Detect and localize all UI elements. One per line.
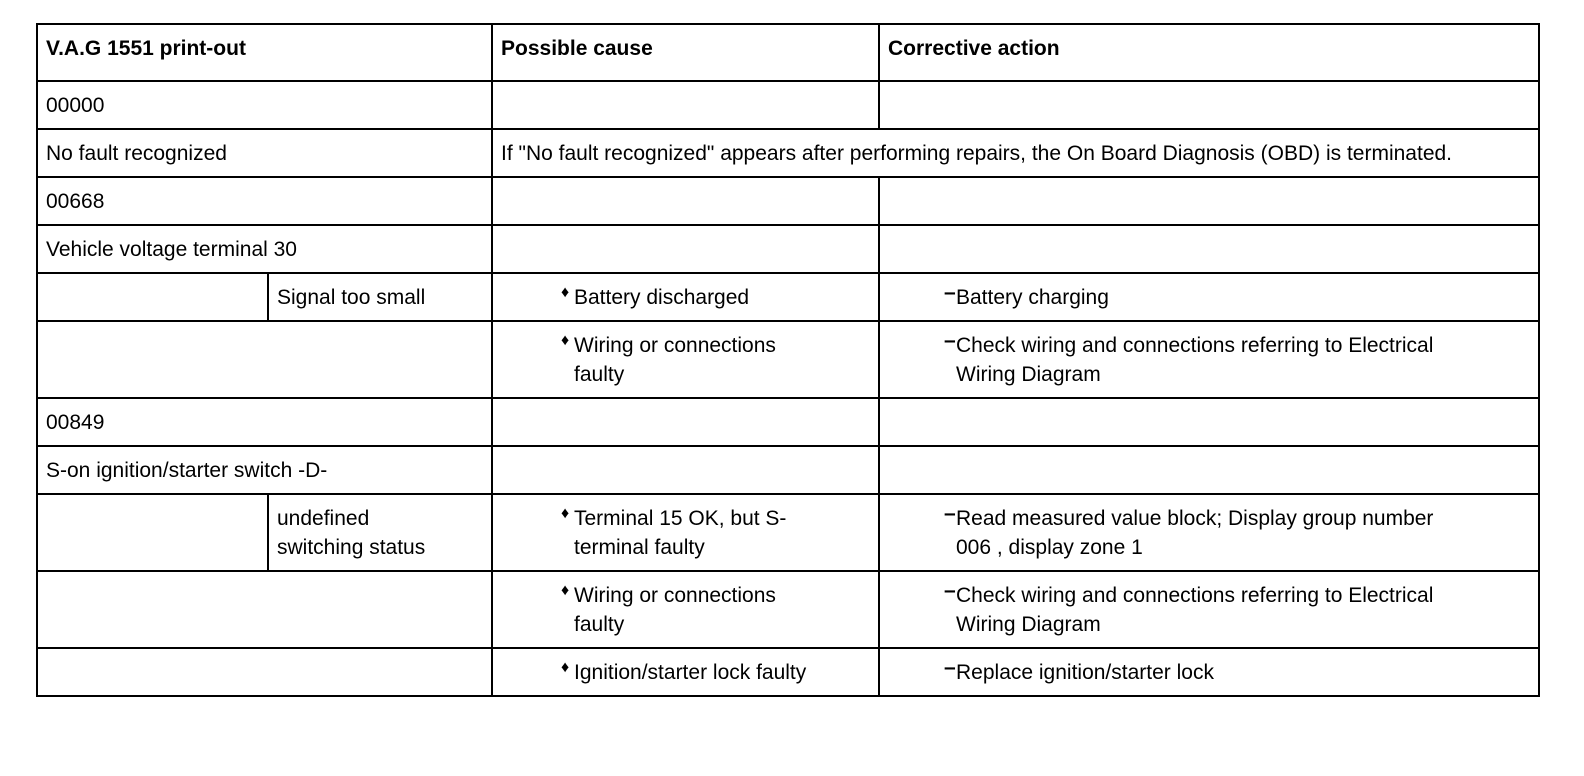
empty-cell [879, 177, 1539, 225]
empty-cell [879, 446, 1539, 494]
no-fault-note: If "No fault recognized" appears after performing repairs, the On Board Diagnosis (OBD) is terminated. [492, 129, 1539, 177]
empty-cell [492, 81, 879, 129]
action-text: Replace ignition/starter lock [956, 661, 1214, 684]
empty-cell [492, 225, 879, 273]
cause-text: Battery discharged [574, 286, 750, 309]
action-cell [879, 571, 1539, 648]
cause-text: Ignition/starter lock faulty [574, 661, 807, 684]
empty-cell [879, 81, 1539, 129]
action-text: Battery charging [956, 286, 1109, 309]
fault-label: S-on ignition/starter switch -D- [37, 446, 492, 494]
table-row [37, 273, 1539, 321]
table-row [37, 571, 1539, 648]
cause-text: Wiring or connections faulty [574, 584, 776, 636]
cause-cell [492, 273, 879, 321]
cause-cell [492, 571, 879, 648]
header-printout: V.A.G 1551 print-out [37, 24, 492, 81]
bullet-icon: ♦ [561, 284, 570, 301]
fault-label: Vehicle voltage terminal 30 [37, 225, 492, 273]
table-row [37, 81, 1539, 129]
empty-cell [492, 398, 879, 446]
empty-cell [879, 225, 1539, 273]
empty-cell [492, 177, 879, 225]
table-row [37, 398, 1539, 446]
empty-cell [37, 494, 268, 571]
header-possible-cause: Possible cause [492, 24, 879, 81]
empty-cell [37, 648, 492, 696]
table-row [37, 177, 1539, 225]
dash-icon: – [944, 329, 956, 352]
action-text: Read measured value block; Display group number 006 , display zone 1 [956, 507, 1434, 559]
cause-text: Wiring or connections faulty [574, 334, 776, 386]
fault-code: 00849 [37, 398, 492, 446]
dash-icon: – [944, 502, 956, 525]
cause-text: Terminal 15 OK, but S-terminal faulty [574, 507, 787, 559]
empty-cell [492, 446, 879, 494]
bullet-icon: ♦ [561, 505, 570, 522]
cause-cell [492, 494, 879, 571]
fault-status: undefined switching status [268, 494, 492, 571]
empty-cell [37, 571, 492, 648]
action-cell [879, 321, 1539, 398]
table-row [37, 129, 1539, 177]
action-cell [879, 273, 1539, 321]
table-row [37, 446, 1539, 494]
action-cell [879, 648, 1539, 696]
empty-cell [37, 321, 492, 398]
action-cell [879, 494, 1539, 571]
fault-table [36, 23, 1540, 697]
table-row [37, 648, 1539, 696]
table-row [37, 494, 1539, 571]
empty-cell [879, 398, 1539, 446]
action-text: Check wiring and connections referring to Electrical Wiring Diagram [956, 334, 1434, 386]
dash-icon: – [944, 656, 956, 679]
fault-status: Signal too small [268, 273, 492, 321]
table-row [37, 225, 1539, 273]
cause-cell [492, 648, 879, 696]
fault-code: 00000 [37, 81, 492, 129]
header-row [37, 24, 1539, 81]
bullet-icon: ♦ [561, 332, 570, 349]
bullet-icon: ♦ [561, 659, 570, 676]
dash-icon: – [944, 281, 956, 304]
action-text: Check wiring and connections referring to Electrical Wiring Diagram [956, 584, 1434, 636]
dash-icon: – [944, 579, 956, 602]
empty-cell [37, 273, 268, 321]
bullet-icon: ♦ [561, 582, 570, 599]
cause-cell [492, 321, 879, 398]
fault-label: No fault recognized [37, 129, 492, 177]
header-corrective-action: Corrective action [879, 24, 1539, 81]
table-row [37, 321, 1539, 398]
fault-code: 00668 [37, 177, 492, 225]
